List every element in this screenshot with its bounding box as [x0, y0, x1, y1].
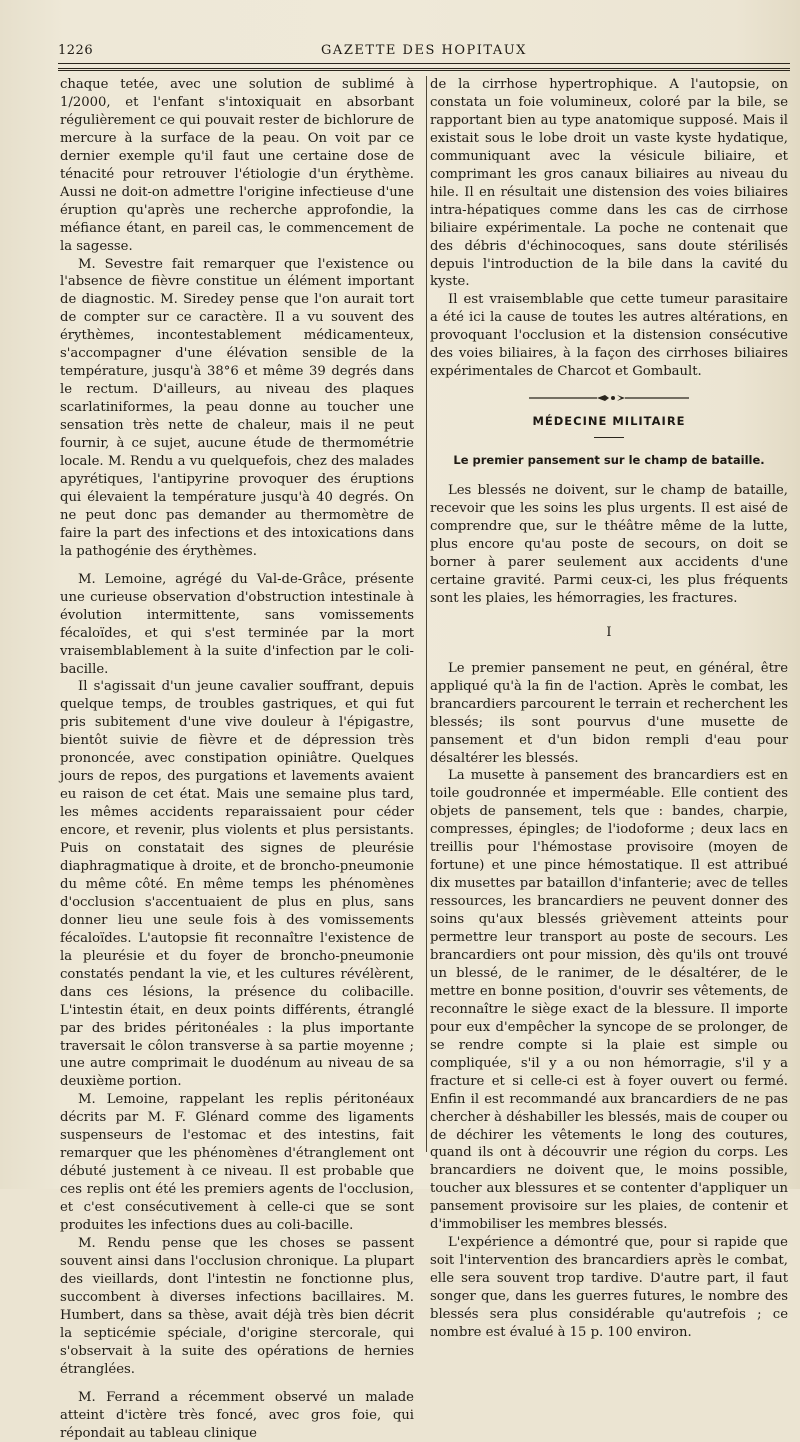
left-column [60, 76, 414, 1442]
part-numeral: I [606, 624, 612, 640]
paragraph: Il s'agissait d'un jeune cavalier souffrant, depuis quelque temps, de troubles gastriques, et qui fut pris subitement d'une vive douleur à l'épigastre, bientôt suivie de fièvre et de dépression très prononcée, avec constipation opiniâtre. Quelques jours de repos, des purgations et lavements avaient eu raison de cet état. Mais une semaine plus tard, les mêmes accidents reparaissaient pour céder encore, et revenir, plus violents et plus persistants. Puis on constatait des signes de pleurésie diaphragmatique à droite, et de broncho-pneumonie du même côté. En même temps les phénomènes d'occlusion s'accentuaient de plus en plus, sans donner lieu une seule fois à des vomissements fécaloïdes. L'autopsie fit reconnaître l'existence de la pleurésie et du foyer de broncho-pneumonie constatés pendant la vie, et les cultures révélèrent, dans ces lésions, la présence du colibacille. L'intestin était, en deux points différents, étranglé par des brides péritonéales : la plus importante traversait le côlon transverse à sa partie moyenne ; une autre comprimait le duodénum au niveau de sa deuxième portion. [60, 679, 414, 1090]
paragraph: La musette à pansement des brancardiers est en toile goudronnée et imperméable. Elle contient des objets de pansement, tels que : bandes, charpie, compresses, épingles; de l'iodoforme ; deux lacs en treillis pour l'hémostase provisoire (moyen de fortune) et une pince hémostatique. Il est attribué dix musettes par bataillon d'infanterie; avec de telles ressources, les brancardiers ne peuvent donner des soins qu'aux blessés grièvement atteints pour permettre leur transport au poste de secours. Les brancardiers ont pour mission, dès qu'ils ont trouvé un blessé, de le ranimer, de le désaltérer, de le mettre en bonne position, d'ouvrir ses vêtements, de reconnaître le siège exact de la blessure. Il importe pour eux d'empêcher la syncope de se prolonger, de se rendre compte si la plaie est simple ou compliquée, s'il y a ou non hémorragie, s'il y a fracture et si celle-ci est à foyer ouvert ou fermé. Enfin il est recommandé aux brancardiers de ne pas chercher à déshabiller les blessés, mais de couper ou de déchirer les vêtements le long des coutures, quand ils ont à découvrir une région du corps. Les brancardiers ne doivent que, le moins possible, toucher aux blessures et se contenter d'appliquer un pansement provisoire sur les plaies, de contenir et d'immobiliser les membres blessés. [430, 768, 788, 1233]
paragraph: Les blessés ne doivent, sur le champ de bataille, recevoir que les soins les plus urgents. Il est aisé de comprendre que, sur le théâtre même de la lutte, plus encore qu'au poste de secours, on doit se borner à parer seulement aux accidents d'une certaine gravité. Parmi ceux-ci, les plus fréquents sont les plaies, les hémorragies, les fractures. [430, 483, 788, 606]
column-divider [426, 76, 427, 1152]
header-rule [58, 63, 790, 64]
spacer [60, 1379, 414, 1389]
journal-title: GAZETTE DES HOPITAUX [321, 43, 527, 58]
paragraph: de la cirrhose hypertrophique. A l'autopsie, on constata un foie volumineux, coloré par la bile, se rapportant bien au type anatomique supposé. Mais il existait sous le lobe droit un vaste kyste hydatique, communiquant avec la vésicule biliaire, et comprimant les gros canaux biliaires au niveau du hile. Il en résultait une distension des voies biliaires intra-hépatiques comme dans les cas de cirrhose biliaire expérimentale. La poche ne contenait que des débris d'échinocoques, sans doute stérilisés depuis l'introduction de la bile dans la cavité du kyste. [430, 77, 788, 290]
header-double-rule [58, 68, 790, 73]
page-number: 1226 [58, 43, 94, 58]
right-column [430, 76, 788, 1342]
page-header [58, 41, 790, 61]
paragraph: M. Sevestre fait remarquer que l'existence ou l'absence de fièvre constitue un élément important de diagnostic. M. Siredey pense que l'on aurait tort de compter sur ce caractère. Il a vu souvent des érythèmes, incontestablement médicamenteux, s'accompagner d'une élévation sensible de la température, jusqu'à 38°6 et même 39 degrés dans le rectum. D'ailleurs, au niveau des plaques scarlatiniformes, la peau donne au toucher une sensation très nette de chaleur, mais il ne peut fournir, à ce sujet, aucune étude de thermométrie locale. M. Rendu a vu quelquefois, chez des malades apyrétiques, l'antipyrine provoquer des éruptions qui élevaient la température jusqu'à 40 degrés. On ne peut donc pas demander au thermomètre de faire la part des infections et des intoxications dans la pathogénie des érythèmes. [60, 256, 414, 559]
section-ornament [529, 393, 689, 403]
paragraph: L'expérience a démontré que, pour si rapide que soit l'intervention des brancardiers après le combat, elle sera souvent trop tardive. D'autre part, il faut songer que, dans les guerres futures, le nombre des blessés sera plus considérable qu'autrefois ; ce nombre est évalué à 15 p. 100 environ. [430, 1235, 788, 1340]
article-title: Le premier pansement sur le champ de bataille. [453, 453, 765, 468]
spacer [60, 561, 414, 571]
paragraph: Le premier pansement ne peut, en général, être appliqué qu'à la fin de l'action. Après le combat, les brancardiers parcourent le terrain et recherchent les blessés; ils sont pourvus d'une musette de pansement et d'un bidon rempli d'eau pour désaltérer les blessés. [430, 660, 788, 766]
paragraph: chaque tetée, avec une solution de sublimé à 1/2000, et l'enfant s'intoxiquait en absorbant régulièrement ce qui pouvait rester de bichlorure de mercure à la surface de la peau. On voit par ce dernier exemple qu'il faut une certaine dose de ténacité pour retrouver l'étiologie d'un érythème. Aussi ne doit-on admettre l'origine infectieuse d'une éruption qu'après une recherche approfondie, la méfiance étant, en pareil cas, le commencement de la sagesse. [60, 77, 414, 254]
paragraph: Il est vraisemblable que cette tumeur parasitaire a été ici la cause de toutes les autres altérations, en provoquant l'occlusion et la distension consécutive des voies biliaires, à la façon des cirrhoses biliaires expérimentales de Charcot et Gombault. [430, 292, 788, 380]
section-title: MÉDECINE MILITAIRE [532, 414, 686, 429]
section-short-rule [594, 437, 624, 438]
paragraph: M. Ferrand a récemment observé un malade atteint d'ictère très foncé, avec gros foie, qui répondait au tableau clinique [60, 1389, 414, 1441]
paragraph: M. Lemoine, agrégé du Val-de-Grâce, présente une curieuse observation d'obstruction intestinale à évolution intermittente, sans vomissements fécaloïdes, et qui s'est terminée par la mort vraisemblablement à la suite d'infection par le coli-bacille. [60, 571, 414, 677]
paragraph: M. Rendu pense que les choses se passent souvent ainsi dans l'occlusion chronique. La plupart des vieillards, dont l'intestin ne fonctionne plus, succombent à diverses infections bacillaires. M. Humbert, dans sa thèse, avait déjà très bien décrit la septicémie spéciale, d'origine stercorale, qui s'observait à la suite des opérations de hernies étranglées. [60, 1236, 414, 1377]
paragraph: M. Lemoine, rappelant les replis péritonéaux décrits par M. F. Glénard comme des ligaments suspenseurs de l'estomac et des intestins, fait remarquer que les phénomènes d'étranglement ont débuté justement à ce niveau. Il est probable que ces replis ont été les premiers agents de l'occlusion, et c'est consécutivement à celle-ci que se sont produites les infections dues au coli-bacille. [60, 1092, 414, 1234]
